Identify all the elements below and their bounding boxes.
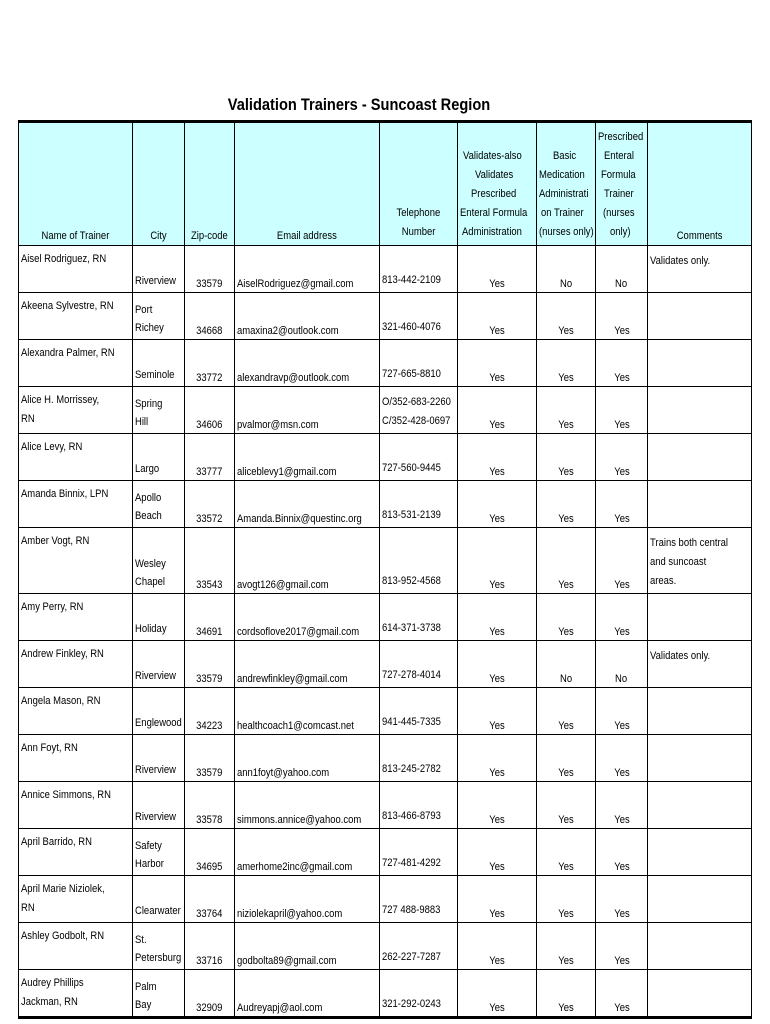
zip-cell: 33764	[185, 876, 235, 923]
enteral-cell: Yes	[596, 876, 648, 923]
header-line: Prescribed	[470, 188, 516, 200]
email-cell[interactable]: amaxina2@outlook.com	[235, 293, 380, 340]
table-row	[19, 528, 752, 594]
email-cell[interactable]: Audreyapj@aol.com	[235, 970, 380, 1018]
city-cell: Port Richey	[133, 293, 185, 340]
enteral-cell: Yes	[596, 293, 648, 340]
table-row	[19, 594, 752, 641]
header-line: Enteral Formula	[460, 207, 528, 219]
validates-cell: Yes	[458, 387, 537, 434]
table-row	[19, 876, 752, 923]
comments-cell: Trains both central and suncoast areas.	[648, 528, 752, 594]
phone-cell: 813-466-8793	[380, 782, 458, 829]
enteral-cell: No	[596, 641, 648, 688]
header-phone	[380, 122, 458, 246]
header-line: (nurses only)	[539, 226, 594, 238]
trainer-name: Andrew Finkley, RN	[19, 641, 133, 688]
zip-cell: 33572	[185, 481, 235, 528]
validates-cell: Yes	[458, 735, 537, 782]
phone-cell: 727 488-9883	[380, 876, 458, 923]
trainer-name: Ashley Godbolt, RN	[19, 923, 133, 970]
comments-cell	[648, 293, 752, 340]
header-line: Validates	[474, 169, 513, 181]
email-cell[interactable]: healthcoach1@comcast.net	[235, 688, 380, 735]
phone-cell: 941-445-7335	[380, 688, 458, 735]
trainer-name: Akeena Sylvestre, RN	[19, 293, 133, 340]
trainer-name: Amber Vogt, RN	[19, 528, 133, 594]
email-cell[interactable]: avogt126@gmail.com	[235, 528, 380, 594]
table-header-row	[19, 122, 752, 246]
table-row	[19, 293, 752, 340]
email-cell[interactable]: pvalmor@msn.com	[235, 387, 380, 434]
validates-cell: Yes	[458, 688, 537, 735]
trainer-name: Amy Perry, RN	[19, 594, 133, 641]
enteral-cell: Yes	[596, 387, 648, 434]
email-cell[interactable]: amerhome2inc@gmail.com	[235, 829, 380, 876]
header-line: (nurses	[603, 207, 635, 219]
header-email: Email address	[235, 122, 380, 246]
comments-cell	[648, 735, 752, 782]
email-cell[interactable]: cordsoflove2017@gmail.com	[235, 594, 380, 641]
header-line: Enteral	[604, 150, 635, 162]
email-cell[interactable]: ann1foyt@yahoo.com	[235, 735, 380, 782]
validates-cell: Yes	[458, 782, 537, 829]
zip-cell: 33772	[185, 340, 235, 387]
city-cell: Riverview	[133, 246, 185, 293]
city-cell: Riverview	[133, 735, 185, 782]
validates-cell: Yes	[458, 923, 537, 970]
phone-cell: 727-481-4292	[380, 829, 458, 876]
enteral-cell: Yes	[596, 735, 648, 782]
enteral-cell: Yes	[596, 782, 648, 829]
city-cell: Palm Bay	[133, 970, 185, 1018]
city-cell: St. Petersburg	[133, 923, 185, 970]
header-line: only)	[609, 226, 631, 238]
email-cell[interactable]: alexandravp@outlook.com	[235, 340, 380, 387]
phone-cell: 727-278-4014	[380, 641, 458, 688]
validates-cell: Yes	[458, 340, 537, 387]
zip-cell: 33579	[185, 246, 235, 293]
validates-cell: Yes	[458, 528, 537, 594]
zip-cell: 33579	[185, 735, 235, 782]
table-row	[19, 735, 752, 782]
trainer-name: Alexandra Palmer, RN	[19, 340, 133, 387]
enteral-cell: Yes	[596, 829, 648, 876]
table-row	[19, 387, 752, 434]
enteral-cell: Yes	[596, 528, 648, 594]
comments-cell: Validates only.	[648, 641, 752, 688]
basic-med-cell: No	[537, 246, 596, 293]
validates-cell: Yes	[458, 246, 537, 293]
zip-cell: 32909	[185, 970, 235, 1018]
email-cell[interactable]: andrewfinkley@gmail.com	[235, 641, 380, 688]
basic-med-cell: Yes	[537, 688, 596, 735]
basic-med-cell: Yes	[537, 293, 596, 340]
comments-cell	[648, 481, 752, 528]
basic-med-cell: Yes	[537, 434, 596, 481]
header-line: Medication	[539, 169, 586, 181]
city-cell: Clearwater	[133, 876, 185, 923]
comments-cell	[648, 829, 752, 876]
trainer-name: Angela Mason, RN	[19, 688, 133, 735]
header-line: Telephone	[396, 207, 441, 219]
city-cell: Riverview	[133, 641, 185, 688]
comments-cell	[648, 923, 752, 970]
basic-med-cell: Yes	[537, 528, 596, 594]
phone-cell: 321-292-0243	[380, 970, 458, 1018]
validates-cell: Yes	[458, 970, 537, 1018]
enteral-cell: Yes	[596, 970, 648, 1018]
header-comments: Comments	[648, 122, 752, 246]
header-zip: Zip-code	[185, 122, 235, 246]
zip-cell: 34223	[185, 688, 235, 735]
header-line: on Trainer	[541, 207, 584, 219]
header-city: City	[133, 122, 185, 246]
city-cell: Englewood	[133, 688, 185, 735]
city-cell: Spring Hill	[133, 387, 185, 434]
comments-cell	[648, 340, 752, 387]
header-line: Validates-also	[462, 150, 522, 162]
email-cell[interactable]: Amanda.Binnix@questinc.org	[235, 481, 380, 528]
page-title: Validation Trainers - Suncoast Region	[227, 95, 491, 114]
table-row	[19, 340, 752, 387]
zip-cell: 34691	[185, 594, 235, 641]
basic-med-cell: Yes	[537, 923, 596, 970]
enteral-cell: Yes	[596, 481, 648, 528]
basic-med-cell: Yes	[537, 970, 596, 1018]
zip-cell: 33543	[185, 528, 235, 594]
header-line: Prescribed	[598, 131, 644, 143]
table-row	[19, 970, 752, 1018]
validates-cell: Yes	[458, 293, 537, 340]
validates-cell: Yes	[458, 481, 537, 528]
table-body	[19, 246, 752, 1018]
header-line: Administrati	[539, 188, 589, 200]
phone-cell: 813-952-4568	[380, 528, 458, 594]
basic-med-cell: Yes	[537, 481, 596, 528]
enteral-cell: Yes	[596, 340, 648, 387]
trainer-name: Aisel Rodriguez, RN	[19, 246, 133, 293]
comments-cell	[648, 782, 752, 829]
phone-cell: 813-245-2782	[380, 735, 458, 782]
enteral-cell: Yes	[596, 594, 648, 641]
email-cell[interactable]: godbolta89@gmail.com	[235, 923, 380, 970]
basic-med-cell: Yes	[537, 876, 596, 923]
validates-cell: Yes	[458, 641, 537, 688]
email-cell[interactable]: simmons.annice@yahoo.com	[235, 782, 380, 829]
header-name: Name of Trainer	[19, 122, 133, 246]
email-cell[interactable]: AiselRodriguez@gmail.com	[235, 246, 380, 293]
phone-cell: 813-531-2139	[380, 481, 458, 528]
phone-cell: 321-460-4076	[380, 293, 458, 340]
basic-med-cell: Yes	[537, 735, 596, 782]
header-line: Trainer	[604, 188, 634, 200]
enteral-cell: No	[596, 246, 648, 293]
enteral-cell: Yes	[596, 688, 648, 735]
trainer-name: Audrey Phillips Jackman, RN	[19, 970, 133, 1018]
table-row	[19, 782, 752, 829]
header-line: Number	[401, 226, 436, 238]
validates-cell: Yes	[458, 876, 537, 923]
validates-cell: Yes	[458, 434, 537, 481]
comments-cell	[648, 434, 752, 481]
city-cell: Wesley Chapel	[133, 528, 185, 594]
email-cell[interactable]: niziolekapril@yahoo.com	[235, 876, 380, 923]
city-cell: Largo	[133, 434, 185, 481]
comments-cell	[648, 688, 752, 735]
comments-cell	[648, 876, 752, 923]
basic-med-cell: Yes	[537, 387, 596, 434]
enteral-cell: Yes	[596, 434, 648, 481]
header-basic	[537, 122, 596, 246]
zip-cell: 33716	[185, 923, 235, 970]
header-line: Administration	[462, 226, 523, 238]
comments-cell	[648, 387, 752, 434]
city-cell: Apollo Beach	[133, 481, 185, 528]
table-row	[19, 641, 752, 688]
header-line: Basic	[552, 150, 576, 162]
trainer-name: Annice Simmons, RN	[19, 782, 133, 829]
phone-cell: 614-371-3738	[380, 594, 458, 641]
basic-med-cell: No	[537, 641, 596, 688]
validates-cell: Yes	[458, 594, 537, 641]
table-row	[19, 246, 752, 293]
comments-cell	[648, 594, 752, 641]
table-row	[19, 923, 752, 970]
city-cell: Holiday	[133, 594, 185, 641]
email-cell[interactable]: aliceblevy1@gmail.com	[235, 434, 380, 481]
city-cell: Seminole	[133, 340, 185, 387]
validates-cell: Yes	[458, 829, 537, 876]
zip-cell: 34606	[185, 387, 235, 434]
phone-cell: O/352-683-2260 C/352-428-0697	[380, 387, 458, 434]
zip-cell: 34668	[185, 293, 235, 340]
city-cell: Safety Harbor	[133, 829, 185, 876]
table-row	[19, 481, 752, 528]
table-row	[19, 434, 752, 481]
trainer-name: Ann Foyt, RN	[19, 735, 133, 782]
zip-cell: 34695	[185, 829, 235, 876]
phone-cell: 262-227-7287	[380, 923, 458, 970]
enteral-cell: Yes	[596, 923, 648, 970]
trainer-name: April Marie Niziolek, RN	[19, 876, 133, 923]
basic-med-cell: Yes	[537, 829, 596, 876]
comments-cell: Validates only.	[648, 246, 752, 293]
trainer-name: Alice Levy, RN	[19, 434, 133, 481]
trainers-table-wrapper	[18, 120, 751, 1014]
phone-cell: 727-560-9445	[380, 434, 458, 481]
comments-cell	[648, 970, 752, 1018]
trainer-name: April Barrido, RN	[19, 829, 133, 876]
zip-cell: 33777	[185, 434, 235, 481]
table-row	[19, 829, 752, 876]
trainers-table	[18, 120, 752, 1019]
trainer-name: Alice H. Morrissey, RN	[19, 387, 133, 434]
header-line: Formula	[601, 169, 637, 181]
table-row	[19, 688, 752, 735]
phone-cell: 813-442-2109	[380, 246, 458, 293]
zip-cell: 33578	[185, 782, 235, 829]
city-cell: Riverview	[133, 782, 185, 829]
basic-med-cell: Yes	[537, 594, 596, 641]
header-validates	[458, 122, 537, 246]
basic-med-cell: Yes	[537, 340, 596, 387]
basic-med-cell: Yes	[537, 782, 596, 829]
zip-cell: 33579	[185, 641, 235, 688]
header-enteral	[596, 122, 648, 246]
trainer-name: Amanda Binnix, LPN	[19, 481, 133, 528]
phone-cell: 727-665-8810	[380, 340, 458, 387]
